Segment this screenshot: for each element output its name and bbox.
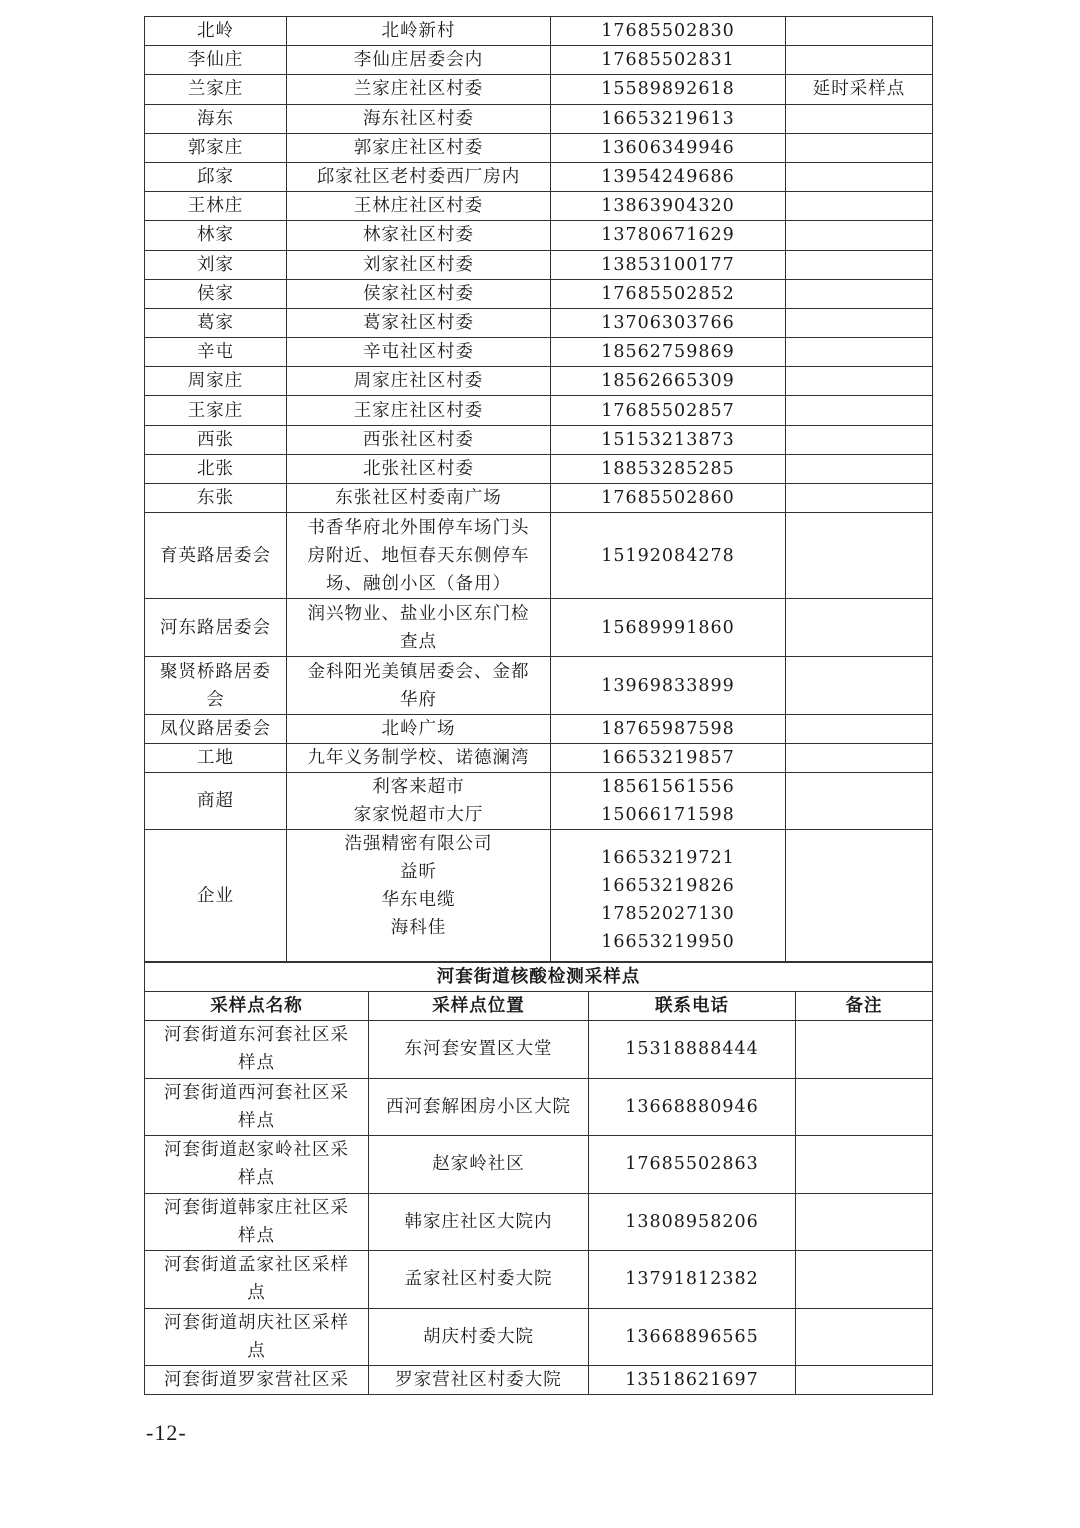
- site-name: 海东: [145, 104, 287, 133]
- site-name-line: 样点: [238, 1110, 275, 1131]
- site-phone: 15153213873: [551, 425, 786, 454]
- site-note: [786, 221, 933, 250]
- site-location: [287, 657, 551, 715]
- site-phone-line: 17852027130: [601, 903, 735, 924]
- site-location: 王家庄社区村委: [287, 396, 551, 425]
- site-location-line: 华东电缆: [381, 890, 456, 911]
- site-location: [287, 513, 551, 599]
- header-name: 采样点名称: [145, 992, 369, 1021]
- header-note: 备注: [796, 992, 933, 1021]
- site-note: [786, 133, 933, 162]
- site-phone: 16653219857: [551, 744, 786, 773]
- site-note: [786, 17, 933, 46]
- site-phone: 13863904320: [551, 192, 786, 221]
- table-row: [145, 75, 933, 104]
- site-location: 九年义务制学校、诺德澜湾: [287, 744, 551, 773]
- site-phone: 13853100177: [551, 250, 786, 279]
- site-location: 李仙庄居委会内: [287, 46, 551, 75]
- table-row: [145, 1193, 933, 1251]
- site-location: 葛家社区村委: [287, 308, 551, 337]
- site-phone: 13706303766: [551, 308, 786, 337]
- site-name: [145, 1021, 369, 1079]
- table-row: [145, 657, 933, 715]
- site-note: [796, 1251, 933, 1309]
- site-note: [786, 657, 933, 715]
- site-location-line: 润兴物业、盐业小区东门检: [307, 603, 530, 624]
- page-number: -12-: [146, 1420, 187, 1445]
- site-note: [786, 513, 933, 599]
- site-note: [786, 279, 933, 308]
- site-note: [786, 484, 933, 513]
- table-row: [145, 1078, 933, 1136]
- site-name: 兰家庄: [145, 75, 287, 104]
- site-location: 孟家社区村委大院: [369, 1251, 589, 1309]
- site-location: [287, 830, 551, 962]
- site-note: [786, 425, 933, 454]
- table-row: [145, 773, 933, 830]
- site-phone: 18765987598: [551, 715, 786, 744]
- site-phone: 13780671629: [551, 221, 786, 250]
- site-phone: 13808958206: [589, 1193, 796, 1251]
- table-row: [145, 133, 933, 162]
- table-row: [145, 1308, 933, 1366]
- site-name: 工地: [145, 744, 287, 773]
- site-location: 刘家社区村委: [287, 250, 551, 279]
- site-phone: 18562665309: [551, 367, 786, 396]
- table-row: [145, 715, 933, 744]
- site-note: [796, 1308, 933, 1366]
- hetao-sampling-points-table: [144, 962, 933, 1395]
- site-phone: 13969833899: [551, 657, 786, 715]
- site-phone: 17685502863: [589, 1136, 796, 1194]
- site-name-line: 聚贤桥路居委: [160, 661, 271, 682]
- site-name: 王家庄: [145, 396, 287, 425]
- site-location: 兰家庄社区村委: [287, 75, 551, 104]
- header-location: 采样点位置: [369, 992, 589, 1021]
- site-name: 育英路居委会: [145, 513, 287, 599]
- table-row: [145, 221, 933, 250]
- site-name: [145, 1308, 369, 1366]
- site-name: [145, 1078, 369, 1136]
- site-name: 河套街道罗家营社区采: [145, 1366, 369, 1395]
- site-note: [796, 1136, 933, 1194]
- site-phone: [551, 830, 786, 962]
- site-location: 北岭广场: [287, 715, 551, 744]
- site-phone: 17685502830: [551, 17, 786, 46]
- site-phone: 13791812382: [589, 1251, 796, 1309]
- sampling-points-table-1: [144, 16, 933, 962]
- site-phone: 13668880946: [589, 1078, 796, 1136]
- site-phone: 16653219613: [551, 104, 786, 133]
- site-name-line: 河套街道孟家社区采样: [164, 1255, 349, 1276]
- site-name: 西张: [145, 425, 287, 454]
- site-location: 赵家岭社区: [369, 1136, 589, 1194]
- site-location-line: 查点: [400, 631, 437, 652]
- site-name: 侯家: [145, 279, 287, 308]
- site-name-line: 样点: [238, 1225, 275, 1246]
- site-location: 东河套安置区大堂: [369, 1021, 589, 1079]
- table-row: [145, 250, 933, 279]
- table-row: [145, 17, 933, 46]
- site-location: 东张社区村委南广场: [287, 484, 551, 513]
- site-location: 海东社区村委: [287, 104, 551, 133]
- site-name: 郭家庄: [145, 133, 287, 162]
- site-phone: 13954249686: [551, 162, 786, 191]
- site-note: [796, 1366, 933, 1395]
- site-phone: 15192084278: [551, 513, 786, 599]
- site-name-line: 会: [206, 689, 225, 710]
- site-name: 邱家: [145, 162, 287, 191]
- site-note: [786, 830, 933, 962]
- table-title: 河套街道核酸检测采样点: [145, 963, 933, 992]
- site-location: 胡庆村委大院: [369, 1308, 589, 1366]
- site-name: 王林庄: [145, 192, 287, 221]
- table-row: [145, 830, 933, 962]
- table-row: [145, 396, 933, 425]
- site-name: [145, 1136, 369, 1194]
- site-location-line: 书香华府北外围停车场门头: [307, 517, 530, 538]
- site-phone: 13606349946: [551, 133, 786, 162]
- site-name: 东张: [145, 484, 287, 513]
- table-row: [145, 484, 933, 513]
- table-row: [145, 1136, 933, 1194]
- site-note: [796, 1021, 933, 1079]
- site-note: [786, 308, 933, 337]
- site-location-line: 海科佳: [390, 918, 447, 939]
- site-location: 辛屯社区村委: [287, 338, 551, 367]
- site-location: 罗家营社区村委大院: [369, 1366, 589, 1395]
- site-location-line: 益昕: [400, 862, 437, 883]
- site-name: 辛屯: [145, 338, 287, 367]
- site-note: [786, 773, 933, 830]
- site-phone: 13668896565: [589, 1308, 796, 1366]
- site-phone: 17685502852: [551, 279, 786, 308]
- site-note: [796, 1078, 933, 1136]
- site-note: [786, 715, 933, 744]
- site-location-line: 浩强精密有限公司: [344, 834, 493, 855]
- site-location: 北岭新村: [287, 17, 551, 46]
- site-location: 郭家庄社区村委: [287, 133, 551, 162]
- site-note: [786, 454, 933, 483]
- site-phone-line: 18561561556: [601, 777, 735, 798]
- site-phone-line: 16653219950: [601, 931, 735, 952]
- site-phone: 15318888444: [589, 1021, 796, 1079]
- site-name: [145, 1193, 369, 1251]
- site-phone: 15689991860: [551, 599, 786, 657]
- site-note: [786, 396, 933, 425]
- site-note: [786, 192, 933, 221]
- table-row: [145, 1251, 933, 1309]
- site-name-line: 点: [247, 1283, 266, 1304]
- table-row: [145, 192, 933, 221]
- site-note: [786, 162, 933, 191]
- table-row: [145, 599, 933, 657]
- site-name-line: 河套街道胡庆社区采样: [164, 1312, 349, 1333]
- site-location-line: 华府: [400, 689, 437, 710]
- site-phone: 15589892618: [551, 75, 786, 104]
- site-note: [786, 744, 933, 773]
- table-row: [145, 1366, 933, 1395]
- site-location: 林家社区村委: [287, 221, 551, 250]
- table-row: [145, 425, 933, 454]
- site-name: 商超: [145, 773, 287, 830]
- site-name: 北岭: [145, 17, 287, 46]
- site-location: 王林庄社区村委: [287, 192, 551, 221]
- site-location: 北张社区村委: [287, 454, 551, 483]
- table-row: [145, 1021, 933, 1079]
- table-row: [145, 338, 933, 367]
- site-phone: 13518621697: [589, 1366, 796, 1395]
- table-row: [145, 46, 933, 75]
- site-location: 西河套解困房小区大院: [369, 1078, 589, 1136]
- table-row: [145, 104, 933, 133]
- table-row: [145, 279, 933, 308]
- site-name: 李仙庄: [145, 46, 287, 75]
- site-location-line: 利客来超市: [372, 777, 465, 798]
- site-phone-line: 15066171598: [601, 805, 735, 826]
- site-note: [786, 338, 933, 367]
- table-row: [145, 744, 933, 773]
- site-phone: 18853285285: [551, 454, 786, 483]
- table-row: [145, 308, 933, 337]
- site-location: 周家庄社区村委: [287, 367, 551, 396]
- header-phone: 联系电话: [589, 992, 796, 1021]
- site-note: 延时采样点: [786, 75, 933, 104]
- site-location-line: 场、融创小区（备用）: [326, 573, 511, 594]
- site-note: [786, 367, 933, 396]
- site-note: [786, 104, 933, 133]
- site-phone-line: 16653219826: [601, 875, 735, 896]
- site-name: 周家庄: [145, 367, 287, 396]
- site-note: [786, 599, 933, 657]
- site-name: 企业: [145, 830, 287, 962]
- site-name-line: 河套街道西河套社区采: [164, 1082, 349, 1103]
- site-phone-line: 16653219721: [601, 847, 735, 868]
- site-name-line: 样点: [238, 1168, 275, 1189]
- table-row: [145, 454, 933, 483]
- site-name-line: 样点: [238, 1053, 275, 1074]
- site-name: 林家: [145, 221, 287, 250]
- site-phone: 17685502831: [551, 46, 786, 75]
- site-phone: 18562759869: [551, 338, 786, 367]
- table-row: [145, 367, 933, 396]
- site-location: 韩家庄社区大院内: [369, 1193, 589, 1251]
- site-name: [145, 1251, 369, 1309]
- site-name-line: 河套街道东河套社区采: [164, 1025, 349, 1046]
- site-phone: 17685502857: [551, 396, 786, 425]
- site-note: [786, 250, 933, 279]
- site-location: [287, 599, 551, 657]
- site-name: 刘家: [145, 250, 287, 279]
- site-name: 河东路居委会: [145, 599, 287, 657]
- site-note: [796, 1193, 933, 1251]
- site-name: 凤仪路居委会: [145, 715, 287, 744]
- site-location: 侯家社区村委: [287, 279, 551, 308]
- table-row: [145, 513, 933, 599]
- site-location: [287, 773, 551, 830]
- site-note: [786, 46, 933, 75]
- site-location: 西张社区村委: [287, 425, 551, 454]
- site-phone: 17685502860: [551, 484, 786, 513]
- site-name-line: 河套街道赵家岭社区采: [164, 1140, 349, 1161]
- site-location-line: 房附近、地恒春天东侧停车: [307, 545, 530, 566]
- site-name: [145, 657, 287, 715]
- site-phone: [551, 773, 786, 830]
- site-name: 北张: [145, 454, 287, 483]
- table-row: [145, 162, 933, 191]
- site-location-line: 家家悦超市大厅: [353, 805, 484, 826]
- site-location-line: 金科阳光美镇居委会、金都: [307, 661, 530, 682]
- site-name-line: 点: [247, 1340, 266, 1361]
- site-name: 葛家: [145, 308, 287, 337]
- site-name-line: 河套街道韩家庄社区采: [164, 1197, 349, 1218]
- site-location: 邱家社区老村委西厂房内: [287, 162, 551, 191]
